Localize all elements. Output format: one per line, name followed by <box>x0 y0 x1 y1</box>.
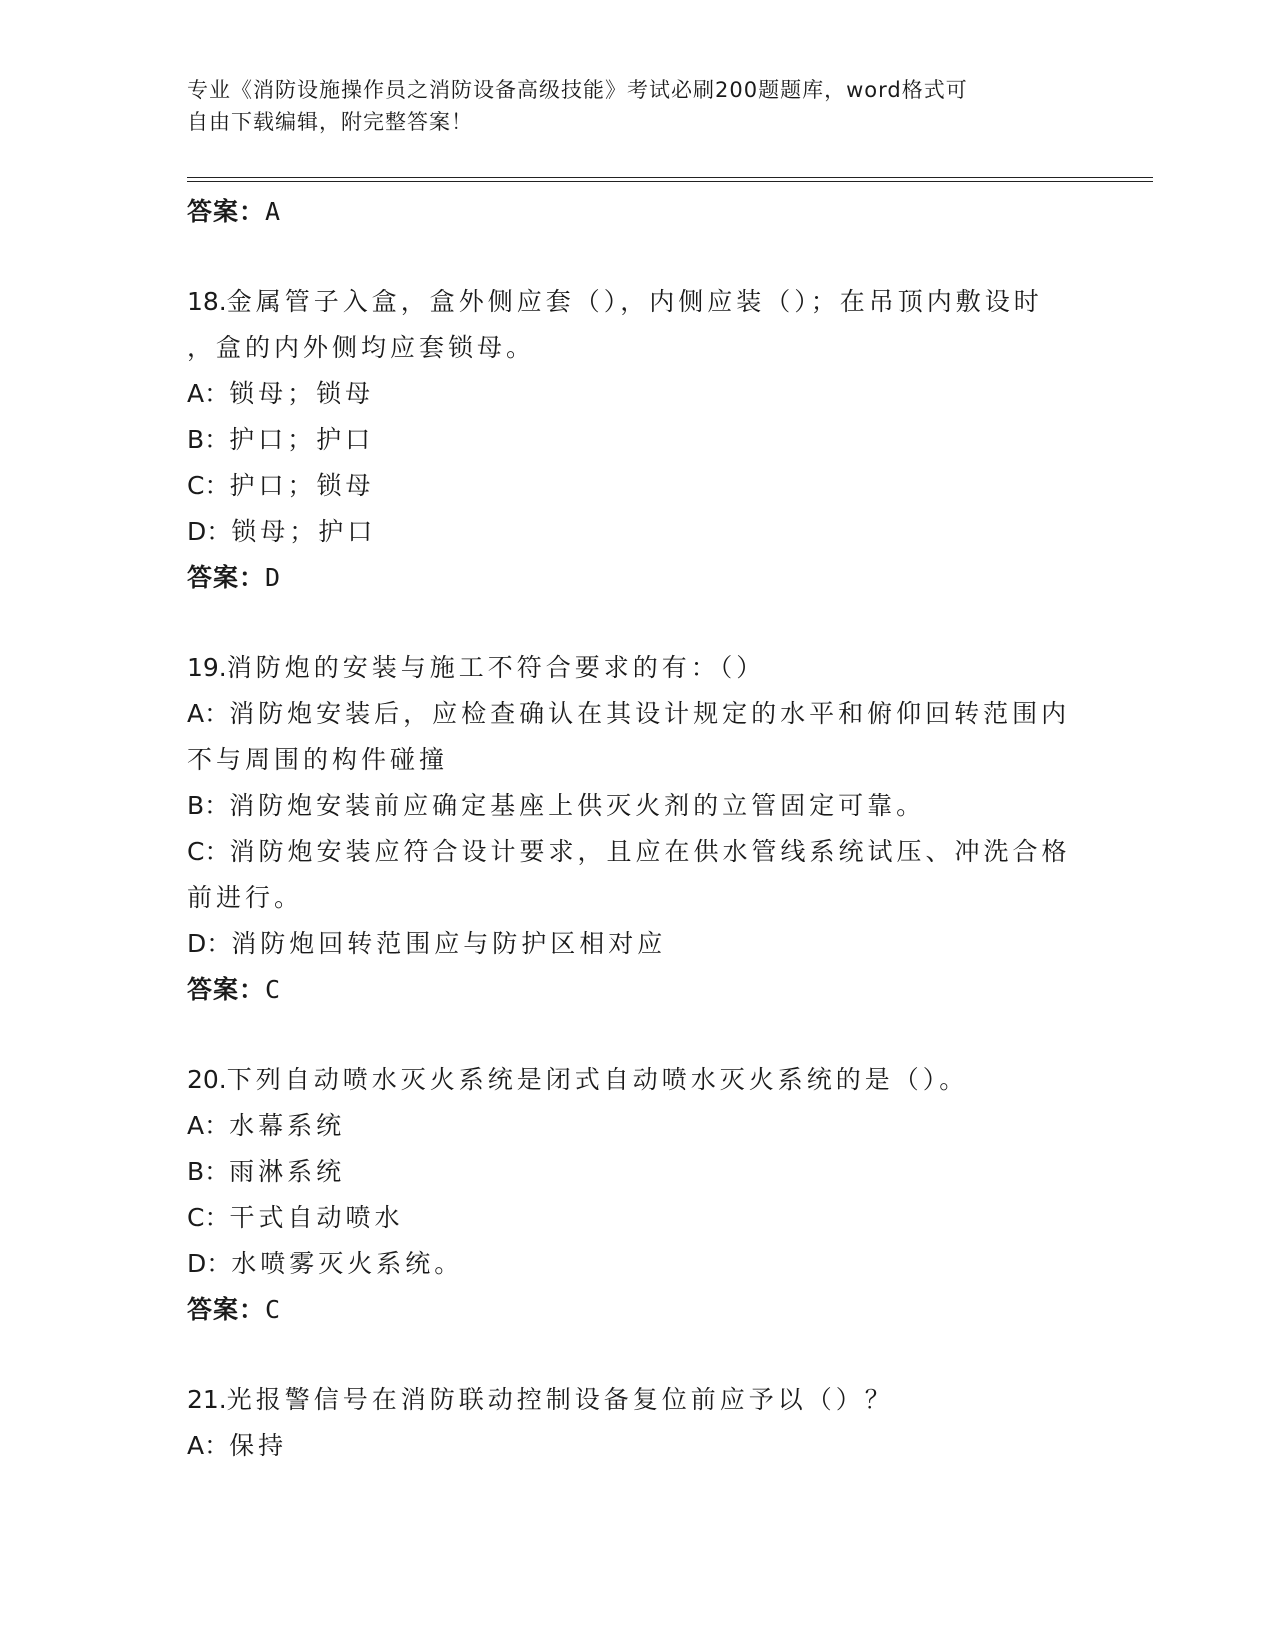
option-key: C： <box>187 471 230 500</box>
option-text: 锁母；护口 <box>231 517 377 546</box>
option-item <box>187 371 1087 417</box>
option-text: 保持 <box>229 1431 288 1460</box>
option-key: D： <box>187 1249 232 1278</box>
option-key: A： <box>187 1111 230 1140</box>
option-item <box>187 417 1087 463</box>
header-divider-top <box>187 177 1153 178</box>
option-text: 消防炮回转范围应与防护区相对应 <box>231 929 667 958</box>
header-divider-bottom <box>187 181 1153 182</box>
option-text: 不与周围的构件碰撞 <box>187 745 449 774</box>
option-text: 雨淋系统 <box>229 1157 346 1186</box>
question-number: 18. <box>187 287 227 316</box>
question-stem <box>187 1377 1087 1423</box>
question-text: 光报警信号在消防联动控制设备复位前应予以（）？ <box>226 1385 894 1414</box>
question-block <box>187 279 1087 601</box>
question-answer <box>187 555 1087 601</box>
answer-value: A <box>265 197 282 226</box>
option-text: 水幕系统 <box>229 1111 346 1140</box>
header-line-1: 专业《消防设施操作员之消防设备高级技能》考试必刷200题题库，word格式可 <box>187 78 968 102</box>
question-spacer <box>187 1333 1087 1377</box>
option-text: 干式自动喷水 <box>229 1203 404 1232</box>
option-key: D： <box>187 517 232 546</box>
option-key: D： <box>187 929 232 958</box>
question-text: 消防炮的安装与施工不符合要求的有：（） <box>226 653 766 682</box>
option-item <box>187 463 1087 509</box>
option-item <box>187 1103 1087 1149</box>
option-key: A： <box>187 699 230 728</box>
option-key: B： <box>187 791 230 820</box>
answer-label: 答案： <box>187 1295 266 1324</box>
option-item <box>187 829 1087 875</box>
question-list <box>187 189 1087 1469</box>
option-text: 护口；护口 <box>229 425 375 454</box>
question-number: 21. <box>187 1385 227 1414</box>
option-key: C： <box>187 1203 230 1232</box>
answer-value: D <box>265 563 282 592</box>
question-block <box>187 1377 1087 1469</box>
question-answer <box>187 1287 1087 1333</box>
question-stem <box>187 1057 1087 1103</box>
answer-label: 答案： <box>187 197 266 226</box>
option-key: B： <box>187 1157 230 1186</box>
question-number: 20. <box>187 1065 227 1094</box>
answer-label: 答案： <box>187 563 266 592</box>
option-text: 锁母；锁母 <box>229 379 375 408</box>
answer-label: 答案： <box>187 975 266 1004</box>
question-number: 19. <box>187 653 227 682</box>
header-line-2: 自由下载编辑，附完整答案！ <box>187 110 473 134</box>
option-item <box>187 509 1087 555</box>
question-stem <box>187 645 1087 691</box>
question-spacer <box>187 1013 1087 1057</box>
option-item-continued <box>187 737 1087 783</box>
option-key: A： <box>187 1431 230 1460</box>
option-text: 消防炮安装后，应检查确认在其设计规定的水平和俯仰回转范围内 <box>229 699 1071 728</box>
option-text: 护口；锁母 <box>229 471 375 500</box>
question-text: 下列自动喷水灭火系统是闭式自动喷水灭火系统的是（）。 <box>226 1065 969 1094</box>
document-header <box>187 74 1087 138</box>
option-item <box>187 783 1087 829</box>
option-key: A： <box>187 379 230 408</box>
option-key: B： <box>187 425 230 454</box>
question-stem <box>187 279 1087 325</box>
option-item-continued <box>187 875 1087 921</box>
option-item <box>187 1241 1087 1287</box>
option-item <box>187 1195 1087 1241</box>
option-text: 前进行。 <box>187 883 304 912</box>
question-text: ，盒的内外侧均应套锁母。 <box>187 333 536 362</box>
option-item <box>187 1149 1087 1195</box>
question-block <box>187 645 1087 1013</box>
option-text: 水喷雾灭火系统。 <box>231 1249 464 1278</box>
answer-value: C <box>265 975 282 1004</box>
option-item <box>187 1423 1087 1469</box>
answer-value: C <box>265 1295 282 1324</box>
question-spacer <box>187 235 1087 279</box>
previous-answer <box>187 189 1087 235</box>
question-stem-continued <box>187 325 1087 371</box>
option-item <box>187 921 1087 967</box>
question-text: 金属管子入盒，盒外侧应套（），内侧应装（）；在吊顶内敷设时 <box>226 287 1043 316</box>
question-answer <box>187 967 1087 1013</box>
option-text: 消防炮安装应符合设计要求，且应在供水管线系统试压、冲洗合格 <box>229 837 1071 866</box>
question-block <box>187 1057 1087 1333</box>
question-spacer <box>187 601 1087 645</box>
option-text: 消防炮安装前应确定基座上供灭火剂的立管固定可靠。 <box>229 791 926 820</box>
option-key: C： <box>187 837 230 866</box>
option-item <box>187 691 1087 737</box>
